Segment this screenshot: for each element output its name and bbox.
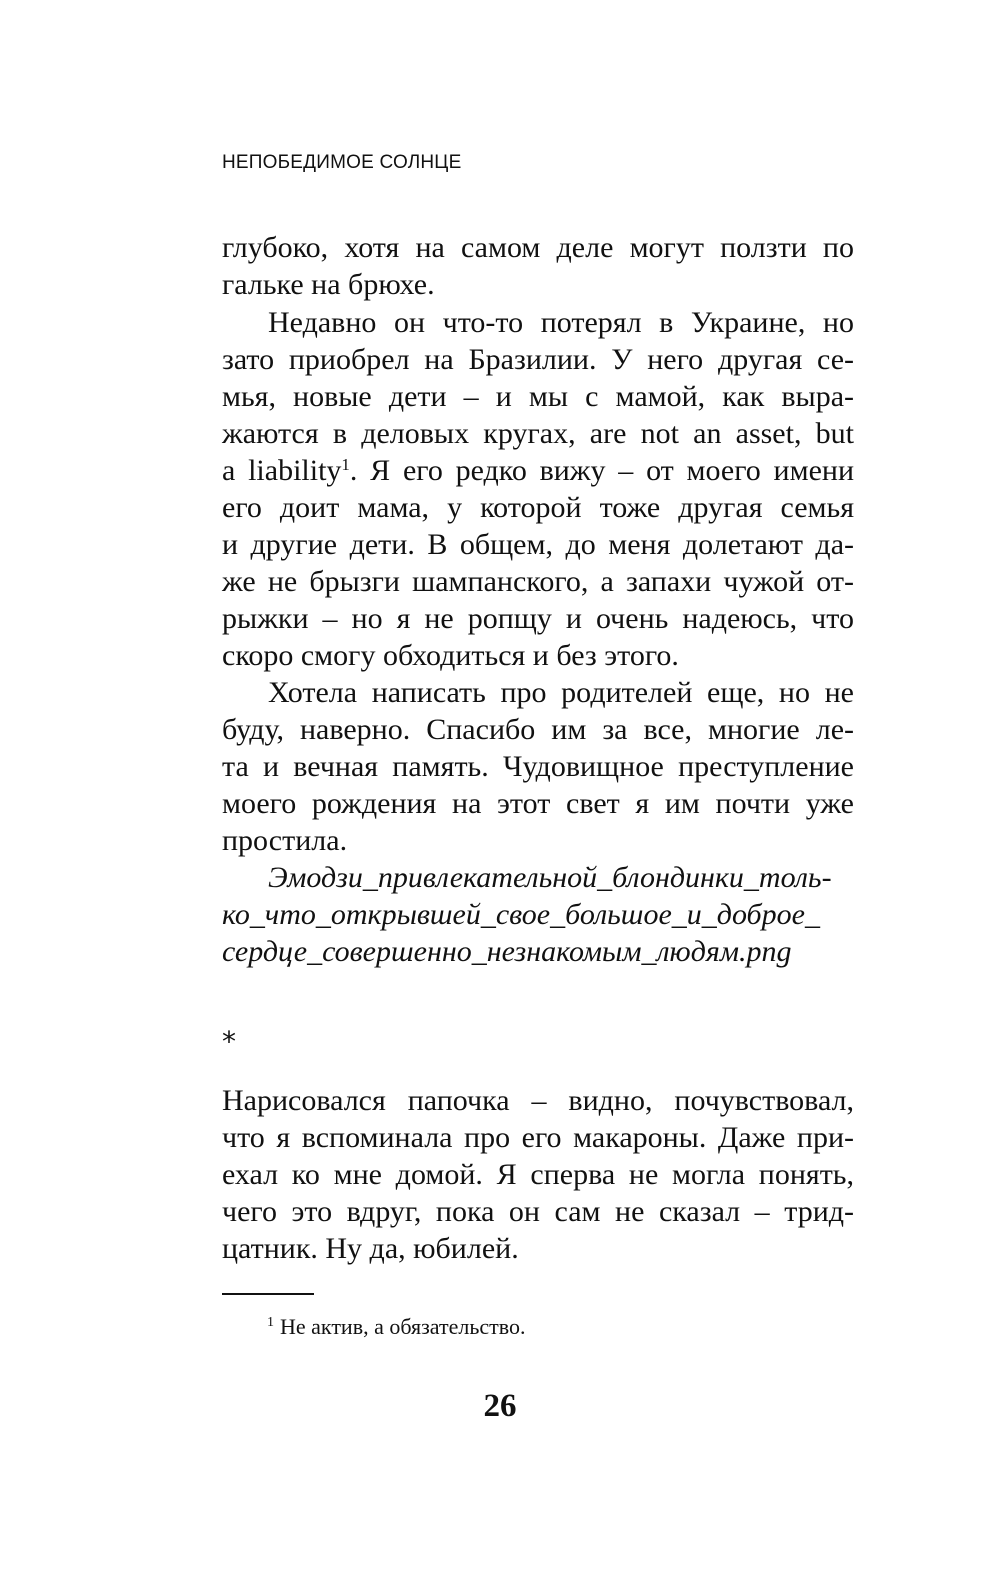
text-line: глубоко, хотя на самом деле могут ползти по bbox=[222, 231, 854, 264]
text-line: моего рождения на этот свет я им почти уже bbox=[222, 787, 854, 820]
text-line: и другие дети. В общем, до меня долетают да- bbox=[222, 528, 854, 561]
text-line: та и вечная память. Чудовищное преступление bbox=[222, 750, 854, 783]
text-line: гальке на брюхе. bbox=[222, 268, 435, 301]
text-line: же не брызги шампанского, а запахи чужой от- bbox=[222, 565, 854, 598]
section-break-asterisk: * bbox=[222, 1025, 236, 1058]
text-line: зато приобрел на Бразилии. У него другая се- bbox=[222, 343, 854, 376]
italic-line: сердце_совершенно_незнакомым_людям.png bbox=[222, 935, 792, 968]
text-line: Недавно он что-то потерял в Украине, но bbox=[268, 306, 854, 339]
text-line-with-footnote bbox=[222, 452, 854, 489]
text-line: Нарисовался папочка – видно, почувствовал, bbox=[222, 1084, 854, 1117]
text-line: Хотела написать про родителей еще, но не bbox=[268, 676, 854, 709]
text-line: скоро смогу обходиться и без этого. bbox=[222, 639, 679, 672]
text-segment: a liability bbox=[222, 454, 342, 487]
text-line: мья, новые дети – и мы с мамой, как выра- bbox=[222, 380, 854, 413]
footnote-text: Не актив, а обязательство. bbox=[280, 1314, 526, 1339]
text-line: буду, наверно. Спасибо им за все, многие ле- bbox=[222, 713, 854, 746]
page-number: 26 bbox=[483, 1388, 517, 1424]
footnote-marker: 1 bbox=[267, 1315, 274, 1330]
text-line: жаются в деловых кругах, are not an asset, but bbox=[222, 417, 854, 450]
italic-line: ко_что_открывшей_свое_большое_и_доброе_ bbox=[222, 898, 820, 931]
text-segment: . Я его редко вижу – от моего имени bbox=[349, 454, 854, 487]
text-line: его доит мама, у которой тоже другая семья bbox=[222, 491, 854, 524]
running-head: НЕПОБЕДИМОЕ СОЛНЦЕ bbox=[222, 152, 462, 173]
text-line: ехал ко мне домой. Я сперва не могла понять, bbox=[222, 1158, 854, 1191]
text-line: простила. bbox=[222, 824, 348, 857]
footnote-reference[interactable]: 1 bbox=[341, 455, 350, 474]
text-line: цатник. Ну да, юбилей. bbox=[222, 1232, 519, 1265]
footnote bbox=[267, 1313, 526, 1341]
text-line: рыжки – но я не ропщу и очень надеюсь, что bbox=[222, 602, 854, 635]
italic-line: Эмодзи_привлекательной_блондинки_толь- bbox=[268, 861, 832, 894]
text-line: чего это вдруг, пока он сам не сказал – трид- bbox=[222, 1195, 854, 1228]
footnote-divider bbox=[222, 1293, 314, 1295]
text-line: что я вспоминала про его макароны. Даже при- bbox=[222, 1121, 854, 1154]
